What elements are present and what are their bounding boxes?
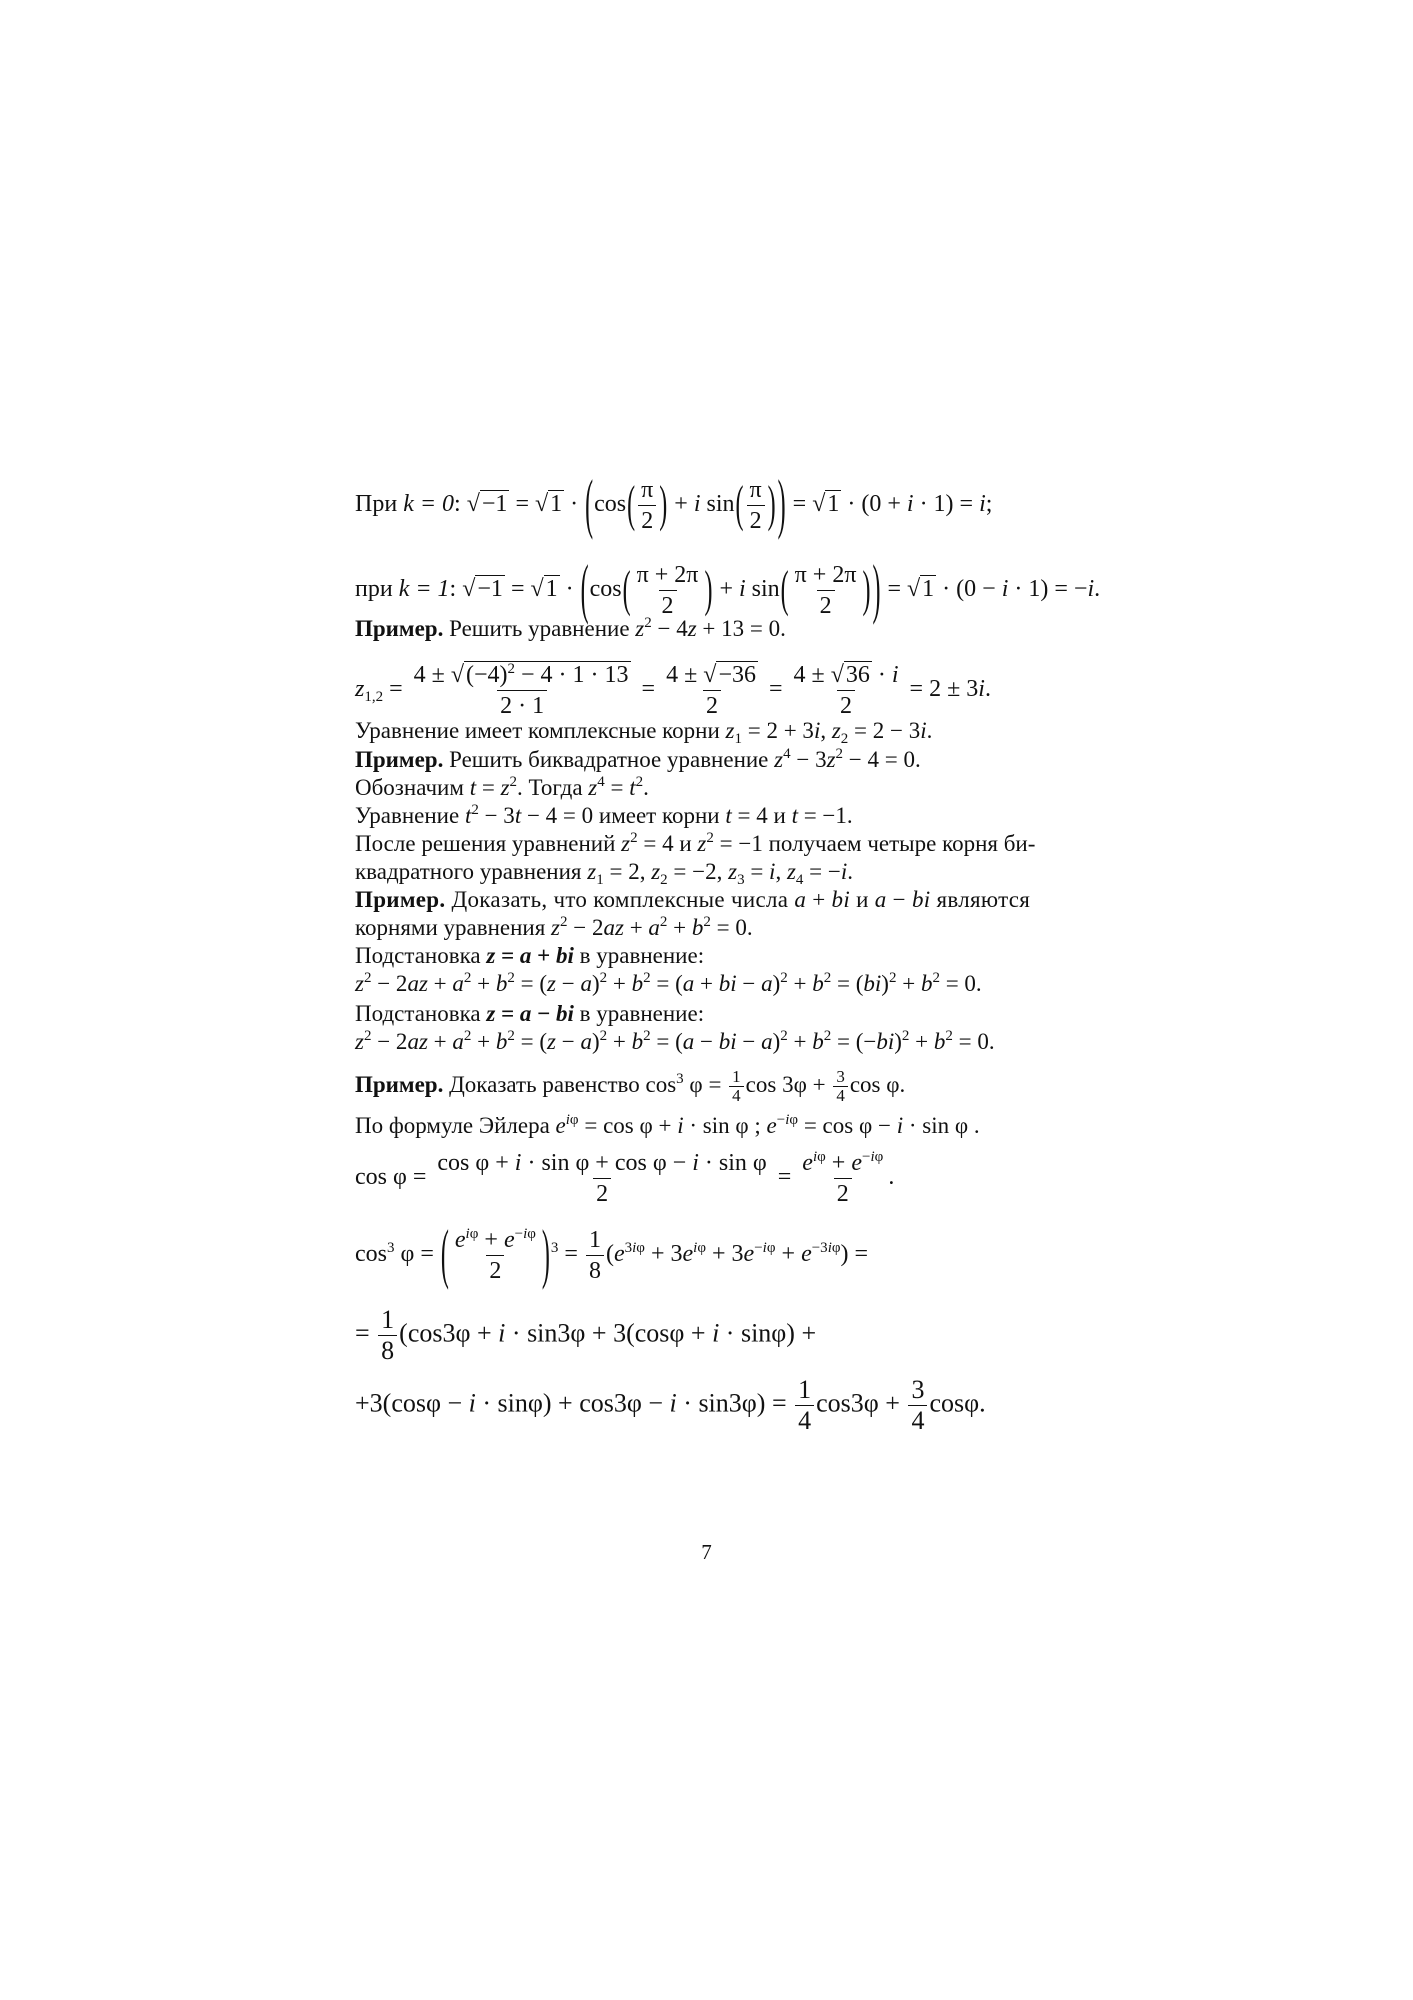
example-4-cos-cubed: $\cos^3 \varphi$ = ( $\frac{e^{i\varphi} + e^{-i\varphi}}{2}$ )$^3$ = $\frac{1}{8}$ $(e^{3i\varphi} + 3e^{i\varphi} + 3e^{-i\varphi} + e^{-3i\varphi})$ = — [355, 1219, 869, 1292]
example-3-task: Пример. Доказать, что комплексные числа a + bi и a − bi являются — [355, 887, 1031, 912]
example-1-conclusion: Уравнение имеет комплексные корни $z_1 = 2 + 3i$, $z_2 = 2 - 3i$. — [355, 718, 933, 747]
example-1-task: Пример. Решить уравнение $z^2 - 4z + 13 = 0$. — [355, 615, 786, 641]
example-4-cos: cos φ = $\frac{\text{cos φ + i · sin φ + cos φ − i · sin φ}}{2}$ = $\frac{e^{i\varphi} + e^{-i\varphi}}{2}$ . — [355, 1149, 895, 1207]
example-4-expansion-2: +3(cosφ − i · sinφ) + cos3φ − i · sin3φ) = $\frac{1}{4}$ cos3φ + $\frac{3}{4}$ cosφ. — [355, 1375, 986, 1435]
example-4-task: Пример. Доказать равенство $\cos^3 \varphi$ = $\frac{1}{4}$ cos 3φ + $\frac{3}{4}$ cos φ. — [355, 1067, 906, 1105]
example-2-roots-t: Уравнение $t^2 - 3t - 4 = 0$ имеет корни t = 4 и t = −1. — [355, 802, 853, 828]
example-3-calc-1: $z^2 - 2az + a^2 + b^2 = (z - a)^2 + b^2 = (a$ + bi − $a)^2 + b^2 = (bi)^2 + b^2 = 0$. — [355, 970, 982, 996]
equation-k0: При k = 0: √−1 = √1 · (cos( $\frac{\pi}{2}$ ) + i sin( $\frac{\pi}{2}$ )) = √1 · (0 + i · 1) = i; — [355, 469, 993, 542]
example-3-subst-2: Подстановка z = a − bi в уравнение: — [355, 1001, 705, 1026]
page-number: 7 — [701, 1540, 712, 1564]
equation-k1: при k = 1: √−1 = √1 · (cos( $\frac{\pi + 2\pi}{2}$ ) + i sin( $\frac{\pi + 2\pi}{2}$ )) = √1 · (0 − i · 1) = −i. — [355, 554, 1101, 627]
example-3-subst-1: Подстановка z = a + bi в уравнение: — [355, 943, 705, 968]
example-3-task-2: корнями уравнения $z^2 - 2az + a^2 + b^2 = 0$. — [355, 914, 753, 940]
example-4-expansion-1: = $\frac{1}{8}$ (cos3φ + i · sin3φ + 3(cosφ + i · sinφ) + — [355, 1305, 817, 1365]
example-2-after-2: квадратного уравнения $z_1 = 2$, $z_2 = -2$, $z_3 = i$, $z_4 = -i$. — [355, 859, 853, 888]
example-4-euler: По формуле Эйлера $e^{i\varphi} = \cos \varphi + i \cdot \sin \varphi$ ; $e^{-i\varphi} = \cos \varphi - i \cdot \sin \varphi$ . — [355, 1112, 980, 1138]
example-2-substitution: Обозначим $t = z^2$. Тогда $z^4 = t^2$. — [355, 774, 649, 800]
example-3-calc-2: $z^2 - 2az + a^2 + b^2 = (z - a)^2 + b^2 = (a$ − bi − $a)^2 + b^2 = (-bi)^2 + b^2 = 0$. — [355, 1028, 995, 1054]
example-2-after-1: После решения уравнений $z^2 = 4$ и $z^2 = -1$ получаем четыре корня би- — [355, 830, 1036, 856]
example-1-solution: $z_{1,2}$ = $\frac{4 \pm √(-4)^2 - 4 \cdot 1 \cdot 13}{2 \cdot 1}$ = $\frac{4 \pm √-36}{2}$ = $\frac{4 \pm √36 \cdot i}{2}$ = 2 ± 3i. — [355, 661, 991, 719]
example-2-task: Пример. Решить биквадратное уравнение $z^4 - 3z^2 - 4 = 0$. — [355, 746, 921, 772]
